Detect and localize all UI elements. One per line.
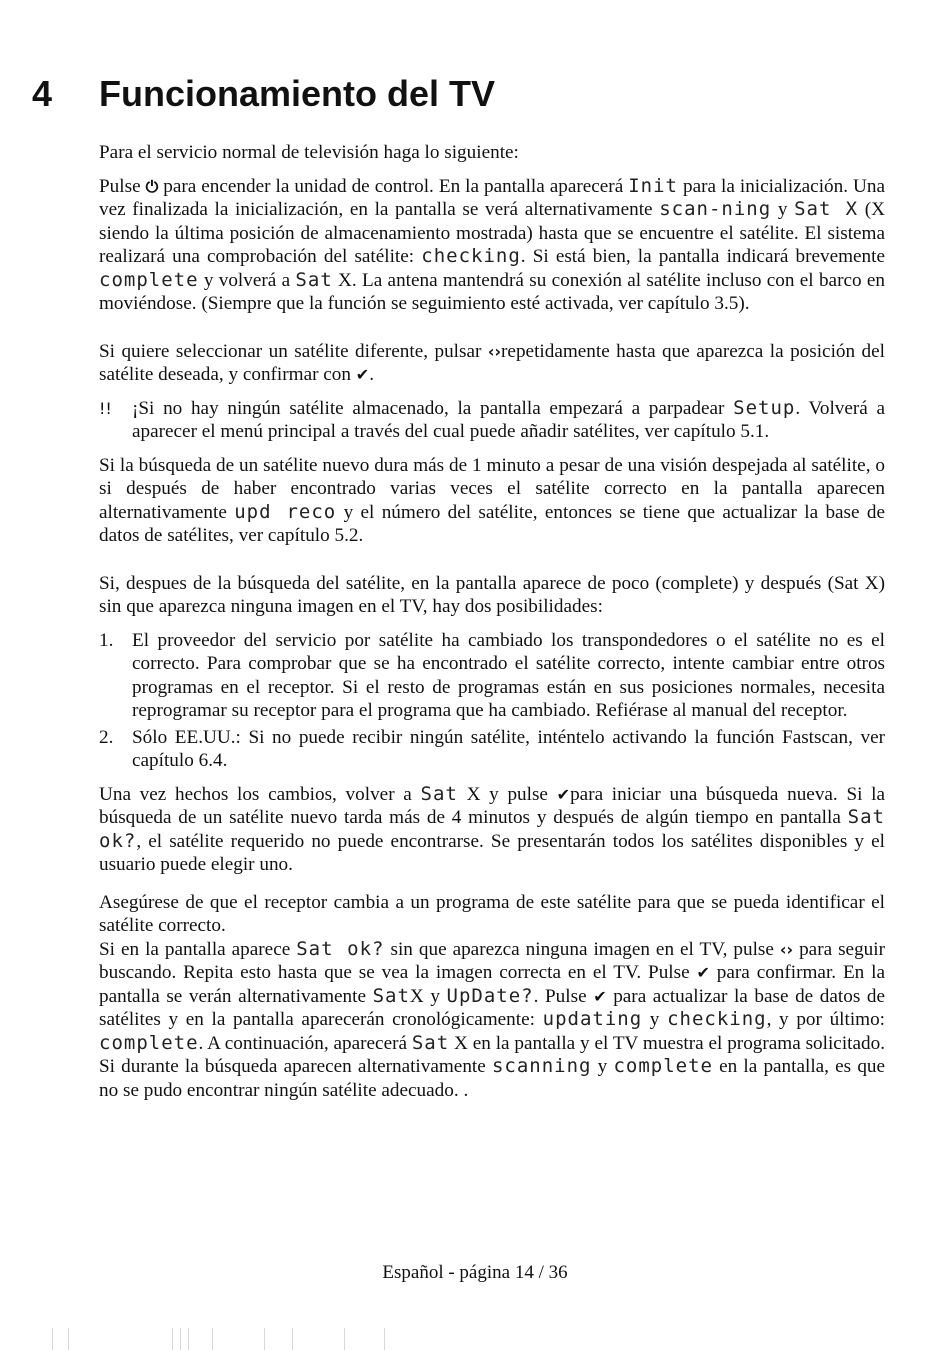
chapter-title: Funcionamiento del TV bbox=[99, 73, 496, 114]
text-run: Si en la pantalla aparece bbox=[99, 938, 297, 960]
text-run: y el número del satélite, entonces se tiene que actualizar la base de datos de satélites, ver capítulo 5.2. bbox=[99, 501, 885, 546]
text-run: y bbox=[771, 199, 795, 220]
warning-icon: !! bbox=[99, 398, 112, 418]
text-run: y bbox=[591, 1056, 614, 1077]
possibilities-list bbox=[99, 629, 885, 773]
text-run: sin que aparezca ninguna imagen en el TV, pulse bbox=[384, 938, 780, 960]
select-satellite-paragraph bbox=[99, 340, 885, 387]
page-footer: Español - página 14 / 36 bbox=[382, 1262, 568, 1283]
ok-check-icon: ✔ bbox=[696, 963, 710, 982]
text-run: para encender la unidad de control. En la pantalla aparecerá bbox=[158, 175, 629, 197]
lcd-complete: complete bbox=[613, 1055, 713, 1077]
power-on-paragraph bbox=[99, 175, 885, 316]
text-run: , el satélite requerido no puede encontrarse. Se presentarán todos los satélites disponibles y el usuario puede elegir uno. bbox=[99, 830, 885, 875]
lcd-scanning: scanning bbox=[491, 1055, 592, 1077]
text-run: Si la búsqueda de un satélite nuevo dura más de 1 minuto a pesar de una visión despejada al satélite, o si después de haber encontrado varias veces el satélite correcto en la pantalla aparecen alternativamente bbox=[99, 454, 885, 523]
text-run: para confirmar. En la pantalla se verán alternativamente bbox=[99, 962, 886, 1007]
text-run: Asegúrese de que el receptor cambia a un programa de este satélite para que se pueda identificar el satélite correcto. bbox=[99, 891, 885, 936]
list-item bbox=[99, 629, 885, 723]
ok-check-icon: ✔ bbox=[593, 986, 607, 1006]
lcd-checking: checking bbox=[421, 245, 521, 267]
text-run: . bbox=[369, 364, 374, 385]
text-run: para la inicialización. Una vez finalizada la inicialización, en la pantalla se verá alternativamente bbox=[99, 175, 885, 220]
text-run: . A continuación, aparecerá bbox=[198, 1032, 412, 1054]
text-run: y bbox=[642, 1009, 668, 1030]
text-run: X en la pantalla y el TV muestra el programa solicitado. Si durante la búsqueda aparecen alternativamente bbox=[99, 1032, 885, 1077]
list-item bbox=[99, 726, 885, 773]
text-run: . Volverá a aparecer el menú principal a través del cual puede añadir satélites, ver capítulo 5.1. bbox=[132, 397, 885, 442]
lcd-sat-ok: Sat ok? bbox=[99, 806, 885, 852]
lcd-init: Init bbox=[628, 174, 678, 197]
identify-satellite-paragraph bbox=[99, 891, 885, 938]
body-text bbox=[99, 141, 885, 1112]
lcd-sat-x: Sat X bbox=[794, 198, 859, 220]
lcd-scanning-b: ning bbox=[721, 198, 772, 220]
intro-paragraph: Para el servicio normal de televisión haga lo siguiente: bbox=[99, 142, 519, 163]
chapter-number: 4 bbox=[32, 73, 53, 114]
lcd-sat: Sat bbox=[372, 984, 410, 1007]
lcd-upd-reco: upd reco bbox=[234, 500, 337, 523]
scan-artifact-marks bbox=[52, 1328, 392, 1350]
list-number: 2. bbox=[99, 726, 114, 748]
text-run: X y pulse bbox=[457, 783, 557, 805]
text-run: . Pulse bbox=[533, 985, 594, 1007]
text-run: X. La antena mantendrá su conexión al satélite incluso con el barco en moviéndose. (Siempre que la función se seguimiento esté activada, ver capítulo 3.5). bbox=[99, 269, 885, 314]
text-run: y volverá a bbox=[198, 269, 296, 291]
text-run: repetidamente hasta que aparezca la posición del satélite deseada, y confirmar con bbox=[99, 340, 885, 385]
new-search-paragraph bbox=[99, 783, 885, 877]
power-icon: ⏻ bbox=[145, 176, 159, 196]
text-run: . Si está bien, la pantalla indicará brevemente bbox=[520, 246, 885, 267]
lcd-sat-ok: Sat ok? bbox=[296, 937, 385, 960]
lcd-sat: Sat bbox=[295, 268, 333, 291]
list-text: Sólo EE.UU.: Si no puede recibir ningún satélite, inténtelo activando la función Fastscan, ver capítulo 6.4. bbox=[132, 726, 885, 771]
text-run: Si quiere seleccionar un satélite diferente, pulsar bbox=[99, 340, 488, 362]
possibilities-paragraph: Si, despues de la búsqueda del satélite, en la pantalla aparece de poco (complete) y después (Sat X) sin que aparezca ninguna imagen en el TV, hay dos posibilidades: bbox=[99, 572, 885, 617]
text-run: en la pantalla, es que no se pudo encontrar ningún satélite adecuado. . bbox=[99, 1056, 886, 1101]
lcd-complete: complete bbox=[99, 1031, 199, 1054]
arrows-icon: ‹› bbox=[779, 939, 794, 959]
text-run: (X siendo la última posición de almacenamiento mostrada) hasta que se encuentre el satélite. El sistema realizará una comprobación del satélite: bbox=[99, 199, 886, 267]
lcd-updating: updating bbox=[542, 1008, 643, 1030]
lcd-sat: Sat bbox=[411, 1031, 450, 1054]
text-run: Una vez hechos los cambios, volver a bbox=[99, 783, 421, 805]
text-run: , y por último: bbox=[766, 1009, 886, 1030]
spacer bbox=[99, 558, 885, 572]
lcd-update: UpDate? bbox=[446, 984, 534, 1007]
lcd-setup: Setup bbox=[733, 396, 796, 419]
list-text: El proveedor del servicio por satélite ha cambiado los transpondedores o el satélite no es el correcto. Para comprobar que se ha encontrado el satélite correcto, intente cambiar entre otros programas en el receptor. Si el resto de programas están en sus posiciones normales, necesita reprogramar su receptor para el programa que ha cambiado. Refiérase al manual del receptor. bbox=[132, 629, 885, 721]
text-run: X y bbox=[409, 985, 447, 1007]
lcd-checking: checking bbox=[667, 1008, 767, 1030]
ok-check-icon: ✔ bbox=[355, 365, 370, 384]
lcd-complete: complete bbox=[99, 268, 199, 291]
text-run: para actualizar la base de datos de satélites y en la pantalla aparecerán cronológicamente: bbox=[99, 985, 885, 1030]
lcd-scanning-a: scan- bbox=[659, 198, 722, 220]
arrows-icon: ‹› bbox=[487, 341, 502, 361]
warning-note bbox=[99, 397, 885, 444]
spacer bbox=[99, 326, 885, 340]
text-run: para seguir buscando. Repita esto hasta que se vea la imagen correcta en el TV. Pulse bbox=[99, 938, 885, 983]
list-number: 1. bbox=[99, 629, 114, 651]
text-run: ¡Si no hay ningún satélite almacenado, la pantalla empezará a parpadear bbox=[132, 397, 734, 419]
text-run: para iniciar una búsqueda nueva. Si la búsqueda de un satélite nuevo tarda más de 4 minutos y después de algún tiempo en pantalla bbox=[99, 783, 886, 828]
ok-check-icon: ✔ bbox=[556, 784, 571, 804]
search-duration-paragraph bbox=[99, 454, 885, 548]
text-run: Pulse bbox=[99, 175, 146, 197]
update-database-paragraph bbox=[99, 938, 885, 1103]
lcd-sat: Sat bbox=[420, 782, 458, 805]
chapter-heading bbox=[32, 70, 495, 118]
